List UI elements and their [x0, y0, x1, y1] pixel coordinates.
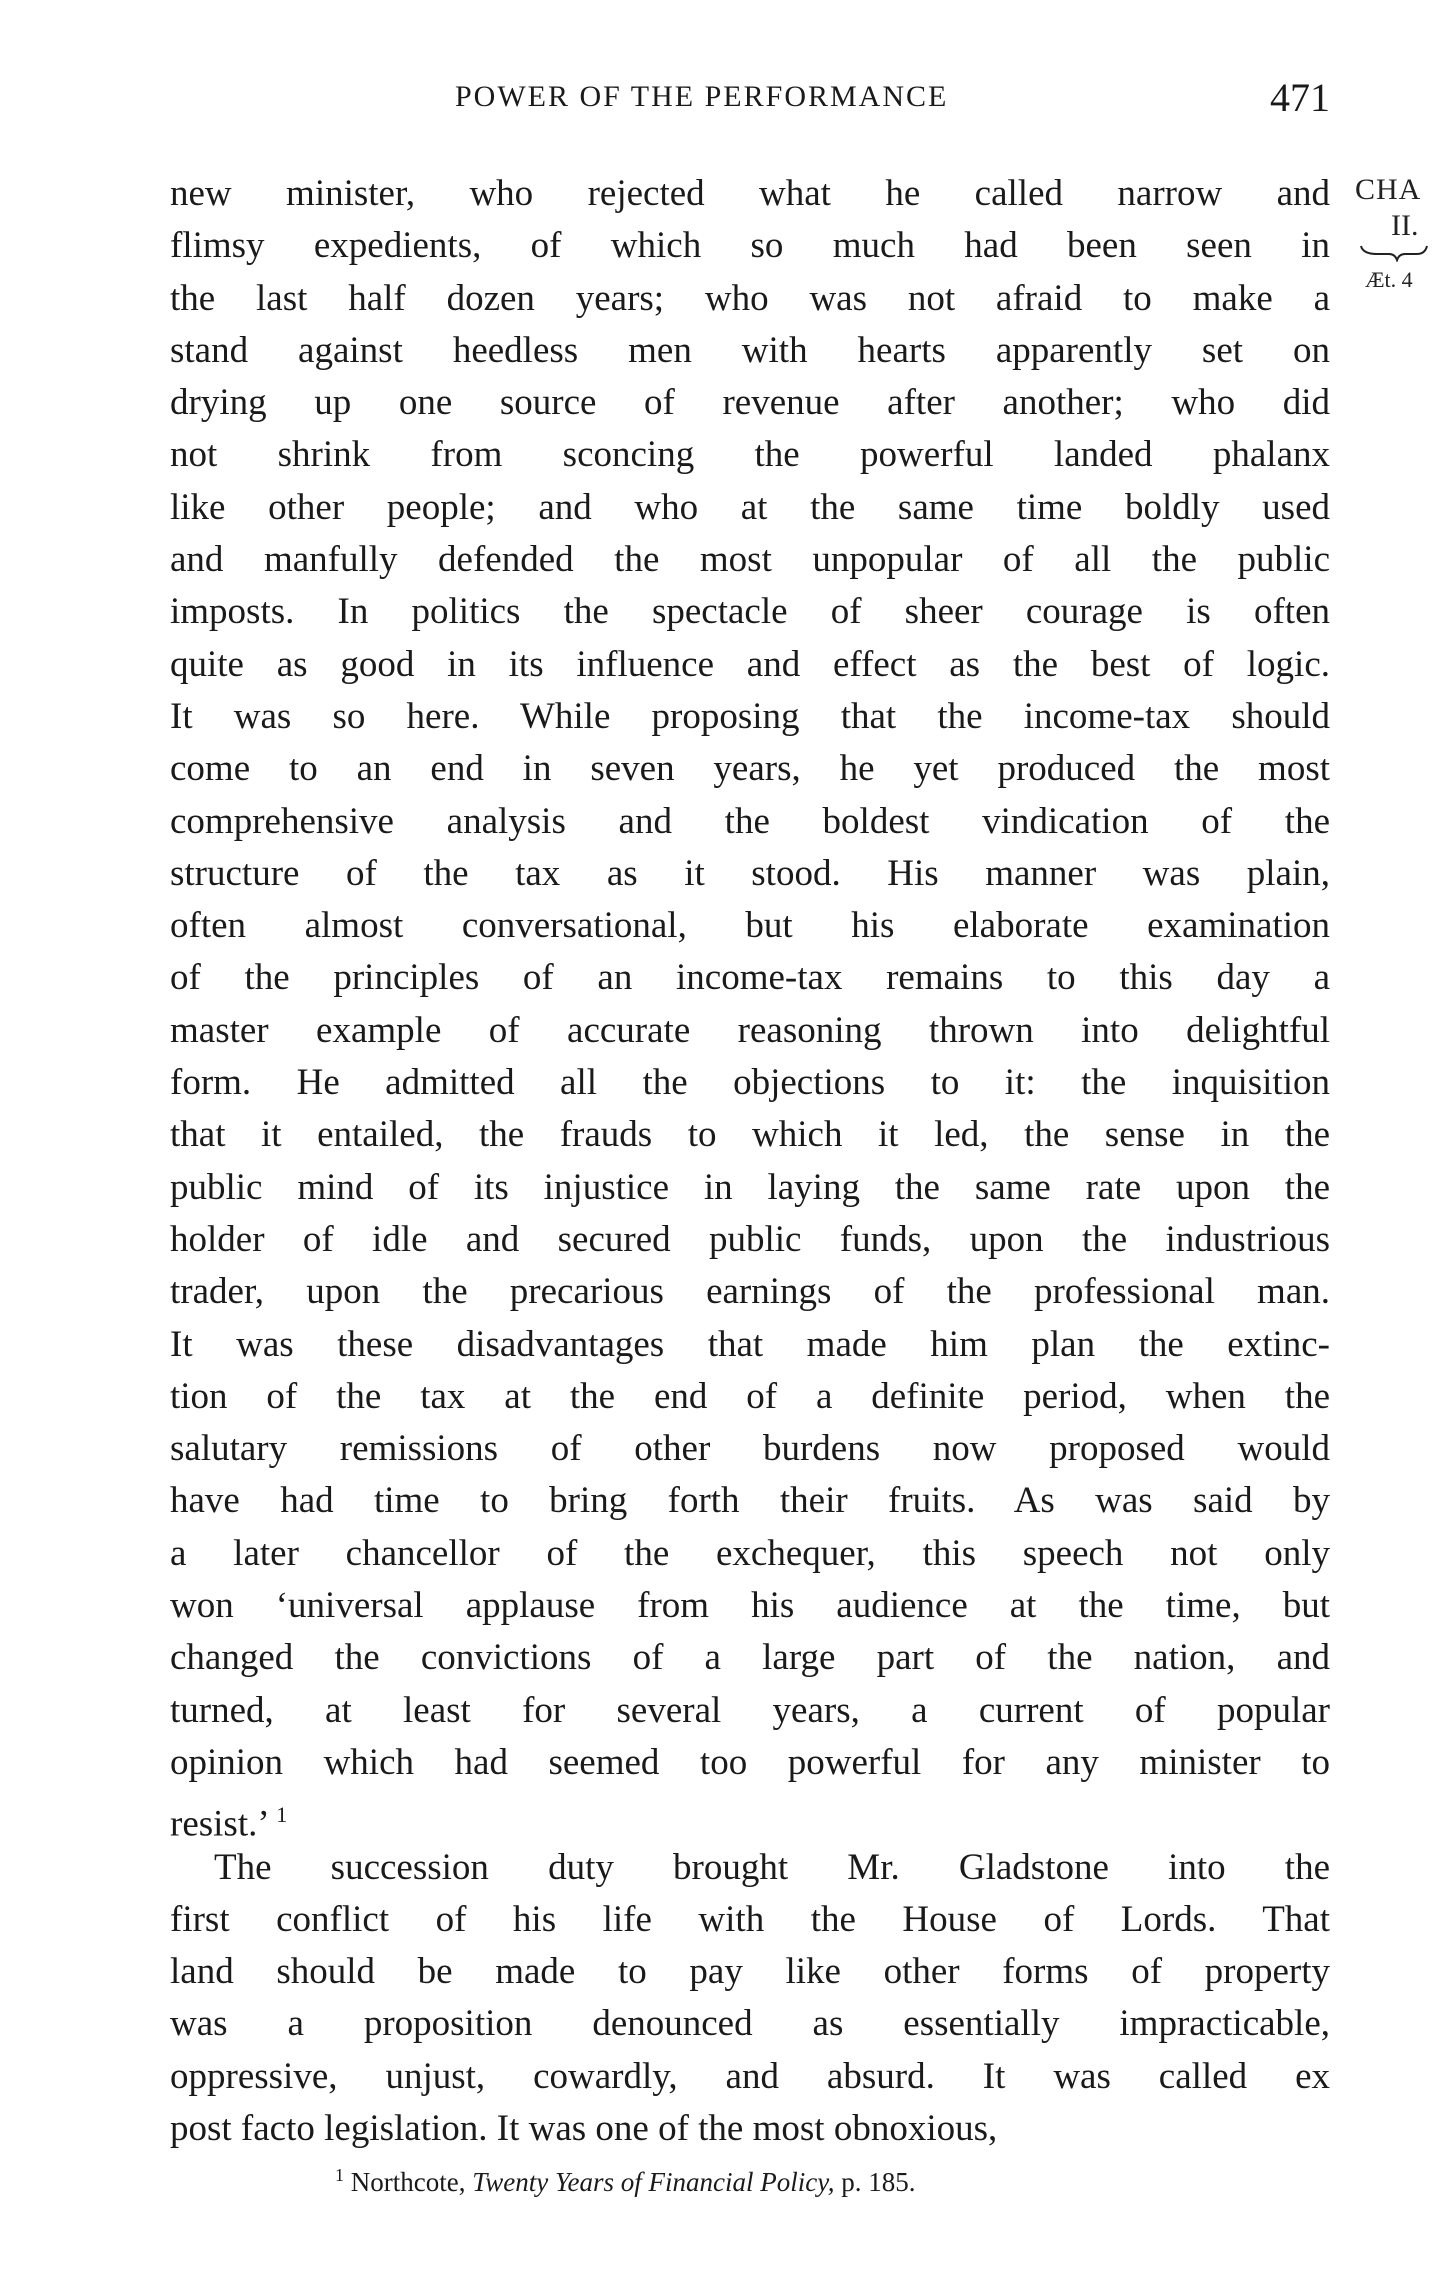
text-line: like other people; and who at the same time boldly used: [170, 486, 1330, 528]
margin-brace-icon: [1359, 244, 1429, 262]
text-line: flimsy expedients, of which so much had been seen in: [170, 225, 1330, 267]
paragraph-2: [170, 1842, 1330, 2156]
text-line: land should be made to pay like other forms of property: [170, 1951, 1330, 1993]
running-header: [170, 75, 1330, 130]
text-line: It was so here. While proposing that the income-tax should: [170, 695, 1330, 737]
footnote-title: Twenty Years of Financial Policy,: [472, 2167, 835, 2197]
text-line: of the principles of an income-tax remains to this day a: [170, 957, 1330, 999]
text-line: new minister, who rejected what he called narrow and: [170, 173, 1330, 214]
text-line: opinion which had seemed too powerful for any minister to: [170, 1741, 1330, 1783]
text-line: stand against heedless men with hearts apparently set on: [170, 329, 1330, 371]
footnote-author: Northcote,: [350, 2167, 466, 2197]
footnote: [335, 2165, 915, 2198]
page-number: 471: [1270, 75, 1330, 120]
text-line: post facto legislation. It was one of the most obnoxious,: [170, 2107, 998, 2149]
text-line: imposts. In politics the spectacle of sheer courage is often: [170, 591, 1330, 633]
text-line: and manfully defended the most unpopular of all the public: [170, 539, 1330, 581]
text-line: [170, 1789, 1330, 1845]
text-line: turned, at least for several years, a current of popular: [170, 1689, 1330, 1731]
footnote-page: p. 185.: [841, 2167, 916, 2197]
text-line: trader, upon the precarious earnings of the professional man.: [170, 1271, 1330, 1313]
text-line: first conflict of his life with the House of Lords. That: [170, 1898, 1330, 1940]
line-text: resist.’: [170, 1803, 267, 1845]
margin-note: [1355, 172, 1451, 298]
text-line: not shrink from sconcing the powerful landed phalanx: [170, 434, 1330, 476]
text-line: a later chancellor of the exchequer, this speech not only: [170, 1532, 1330, 1574]
body-text: [170, 168, 1330, 2155]
text-line: It was these disadvantages that made him plan the extinc-: [170, 1323, 1330, 1365]
footnote-marker: 1: [335, 2165, 344, 2185]
text-line: oppressive, unjust, cowardly, and absurd. It was called ex: [170, 2055, 1330, 2097]
text-line: salutary remissions of other burdens now proposed would: [170, 1428, 1330, 1470]
text-line: tion of the tax at the end of a definite period, when the: [170, 1375, 1330, 1417]
text-line: drying up one source of revenue after another; who did: [170, 382, 1330, 424]
text-line: often almost conversational, but his elaborate examination: [170, 905, 1330, 947]
text-line: public mind of its injustice in laying the same rate upon the: [170, 1166, 1330, 1208]
text-line: form. He admitted all the objections to it: the inquisition: [170, 1062, 1330, 1104]
text-line: that it entailed, the frauds to which it led, the sense in the: [170, 1114, 1330, 1156]
text-line: holder of idle and secured public funds, upon the industrious: [170, 1218, 1330, 1260]
text-line: changed the convictions of a large part of the nation, and: [170, 1637, 1330, 1679]
text-line: The succession duty brought Mr. Gladstone into the: [214, 1846, 1330, 1888]
text-line: come to an end in seven years, he yet produced the most: [170, 748, 1330, 790]
paragraph-1: [170, 168, 1330, 1845]
margin-chapter-label: CHA: [1355, 173, 1422, 206]
footnote-reference: 1: [276, 1802, 288, 1828]
text-line: comprehensive analysis and the boldest vindication of the: [170, 800, 1330, 842]
margin-age-label: Æt. 4: [1365, 267, 1413, 292]
running-title: POWER OF THE PERFORMANCE: [455, 80, 949, 113]
text-line: have had time to bring forth their fruits. As was said by: [170, 1480, 1330, 1522]
margin-chapter-number: II.: [1391, 209, 1419, 242]
text-line: master example of accurate reasoning thrown into delightful: [170, 1009, 1330, 1051]
text-line: the last half dozen years; who was not afraid to make a: [170, 277, 1330, 319]
text-line: quite as good in its influence and effect as the best of logic.: [170, 643, 1330, 685]
text-line: won ‘universal applause from his audience at the time, but: [170, 1585, 1330, 1627]
text-line: structure of the tax as it stood. His manner was plain,: [170, 852, 1330, 894]
text-line: was a proposition denounced as essentially impracticable,: [170, 2003, 1330, 2045]
